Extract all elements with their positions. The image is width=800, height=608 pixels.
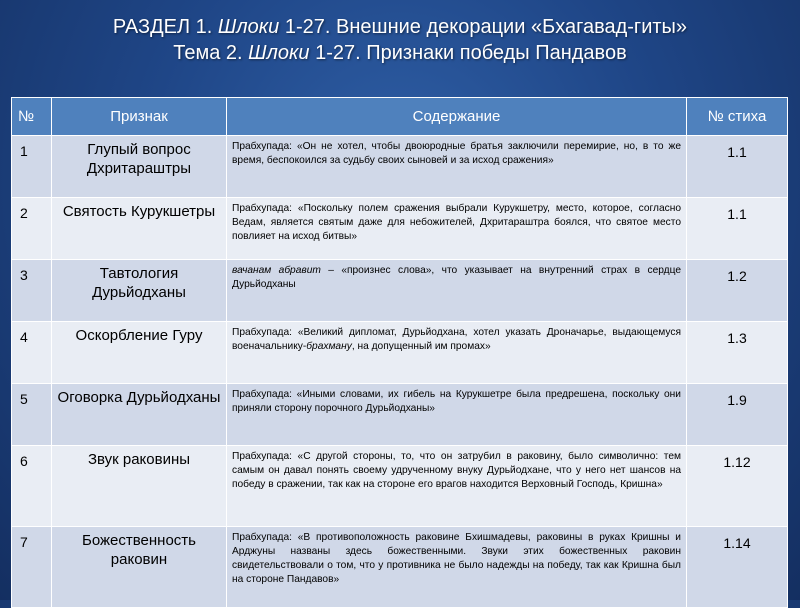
table-row [12,384,788,446]
header-number: № [12,98,52,136]
row-content-italic: брахману [306,341,352,352]
row-number: 3 [12,260,52,322]
title-line-2-prefix: Тема 2. [173,42,249,64]
table-row [12,198,788,260]
header-verse: № стиха [687,98,788,136]
title-line-1-italic: Шлоки [217,16,280,38]
row-sign: Оговорка Дурьйодханы [52,384,227,446]
row-content-text: Прабхупада: «Великий дипломат, Дурьйодхана, хотел указать Дроначарье, выдающемуся военачальнику- [232,327,681,352]
row-number: 4 [12,322,52,384]
table-header-row [12,98,788,136]
row-sign: Тавтология Дурьйодханы [52,260,227,322]
title-line-2 [0,40,800,66]
row-sign: Святость Курукшетры [52,198,227,260]
row-verse: 1.1 [687,136,788,198]
row-content [227,260,687,322]
title-line-2-suffix: 1-27. Признаки победы Пандавов [309,42,627,64]
table-row [12,322,788,384]
row-content [227,322,687,384]
row-sign: Глупый вопрос Дхритараштры [52,136,227,198]
row-sign: Звук раковины [52,446,227,527]
table-row [12,260,788,322]
signs-table [11,97,788,608]
slide-title [0,14,800,66]
row-verse: 1.12 [687,446,788,527]
row-content: Прабхупада: «Он не хотел, чтобы двоюродные братья заключили перемирие, но, в то же время, беспокоился за судьбу своих сыновей и за исход сражения» [227,136,687,198]
table-row [12,136,788,198]
row-content-text-end: , на допущенный им промах» [351,341,491,352]
row-content: Прабхупада: «В противоположность раковине Бхишмадевы, раковины в руках Кришны и Арджуны названы здесь божественными. Звуки этих божественных раковин свидетельствовали о том, что у противника не было надежды на победу, так как Кришна был на стороне Пандавов» [227,527,687,608]
row-verse: 1.9 [687,384,788,446]
row-verse: 1.2 [687,260,788,322]
title-line-1-suffix: 1-27. Внешние декорации «Бхагавад-гиты» [279,16,688,38]
row-number: 5 [12,384,52,446]
row-content-text: – «произнес слова», что указывает на внутренний страх в сердце Дурьйодханы [232,265,681,290]
row-content: Прабхупада: «С другой стороны, то, что он затрубил в раковину, было символично: тем самым он давал понять своему удрученному внуку Дурьйодхане, что у него нет шансов на победу в сражении, так как на стороне его врагов находится Верховный Господь, Кришна» [227,446,687,527]
row-number: 7 [12,527,52,608]
row-verse: 1.1 [687,198,788,260]
row-content: Прабхупада: «Поскольку полем сражения выбрали Курукшетру, место, которое, согласно Ведам, является святым даже для небожителей, Дхритараштра боялся, что святое место повлияет на исход битвы» [227,198,687,260]
title-line-1-prefix: РАЗДЕЛ 1. [112,16,218,38]
row-number: 6 [12,446,52,527]
row-verse: 1.3 [687,322,788,384]
row-content-italic: вачанам абравит [232,265,321,276]
title-line-2-italic: Шлоки [248,42,310,64]
title-line-1 [0,14,800,40]
row-sign: Божественность раковин [52,527,227,608]
header-sign: Признак [52,98,227,136]
row-sign: Оскорбление Гуру [52,322,227,384]
row-content: Прабхупада: «Иными словами, их гибель на Курукшетре была предрешена, поскольку они приняли сторону порочного Дурьйодханы» [227,384,687,446]
row-verse: 1.14 [687,527,788,608]
header-content: Содержание [227,98,687,136]
row-number: 1 [12,136,52,198]
table-row [12,446,788,527]
row-number: 2 [12,198,52,260]
table-row [12,527,788,608]
